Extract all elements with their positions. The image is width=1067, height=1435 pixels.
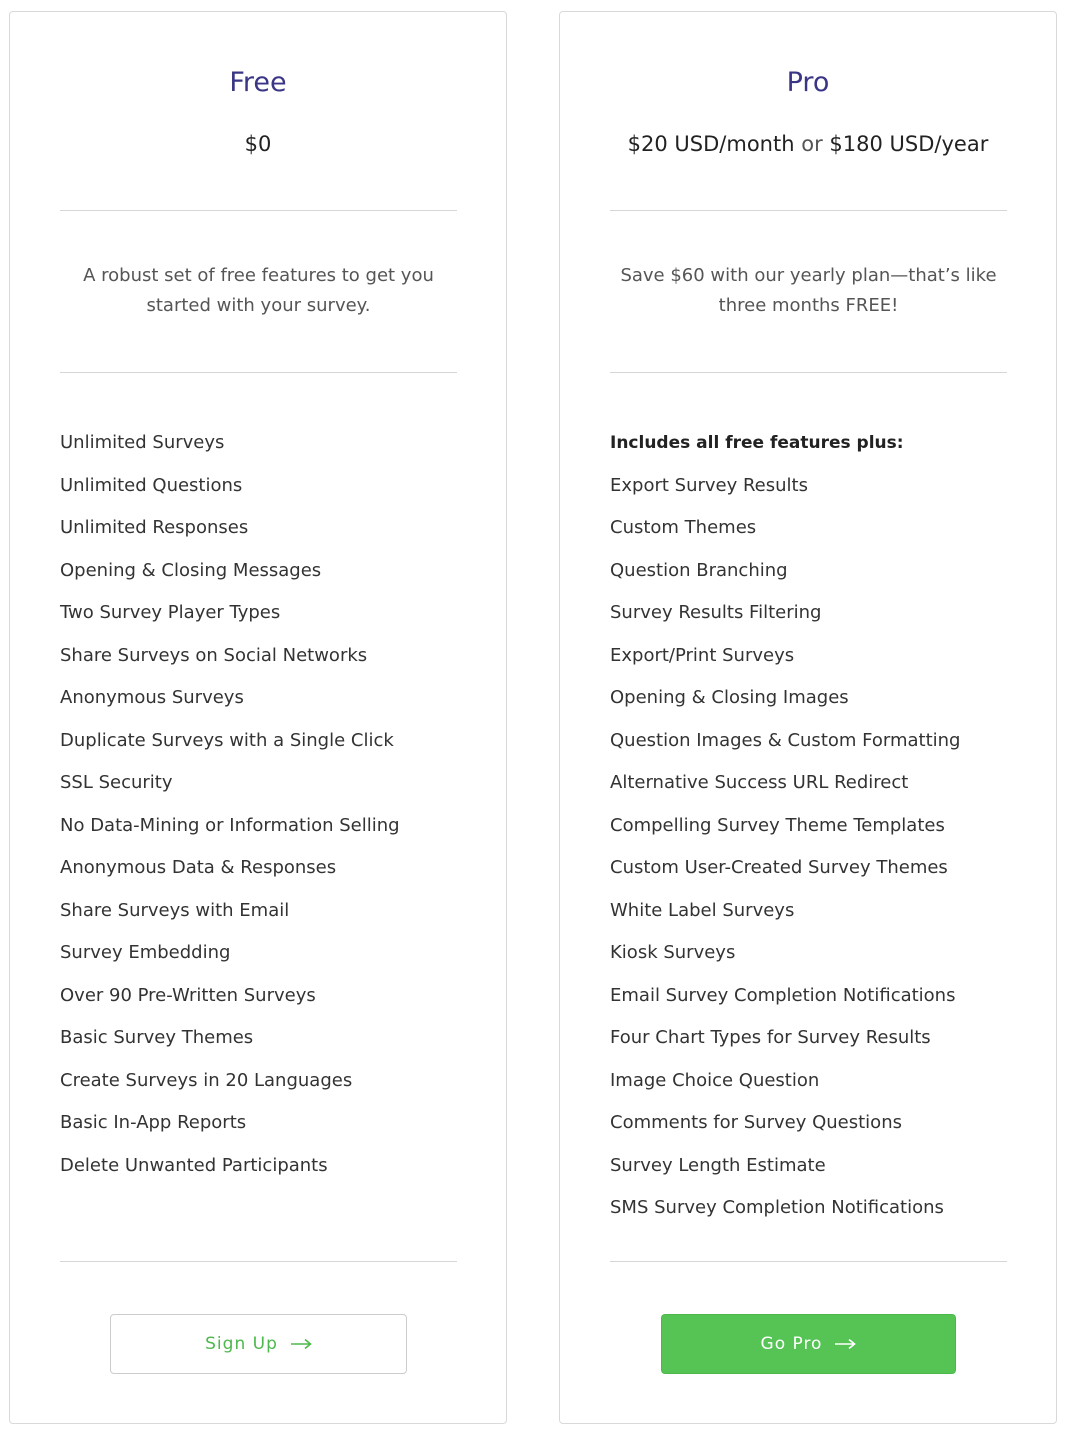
feature-item: Two Survey Player Types bbox=[60, 602, 281, 623]
feature-item: Delete Unwanted Participants bbox=[60, 1154, 328, 1176]
feature-item: Custom Themes bbox=[610, 517, 757, 538]
divider bbox=[610, 1261, 1007, 1262]
feature-item: Four Chart Types for Survey Results bbox=[610, 1027, 931, 1048]
price-yearly: $180 USD/year bbox=[829, 132, 989, 156]
arrow-right-icon bbox=[290, 1338, 312, 1350]
feature-item: Duplicate Surveys with a Single Click bbox=[60, 729, 394, 751]
plan-price: $0 bbox=[244, 132, 272, 156]
plan-price bbox=[560, 129, 1056, 159]
feature-item: Email Survey Completion Notifications bbox=[610, 984, 956, 1006]
pricing-card-pro bbox=[559, 11, 1057, 1424]
sign-up-button[interactable] bbox=[110, 1314, 407, 1374]
divider bbox=[610, 372, 1007, 373]
feature-item: Survey Results Filtering bbox=[610, 602, 822, 623]
feature-item: Question Branching bbox=[610, 559, 788, 581]
feature-item: Image Choice Question bbox=[610, 1069, 820, 1091]
feature-item: Compelling Survey Theme Templates bbox=[610, 814, 945, 836]
feature-item: White Label Surveys bbox=[610, 899, 795, 921]
feature-item: Unlimited Questions bbox=[60, 474, 243, 496]
feature-item: SMS Survey Completion Notifications bbox=[610, 1197, 944, 1218]
features-heading: Includes all free features plus: bbox=[610, 433, 904, 453]
feature-item: Opening & Closing Images bbox=[610, 687, 849, 708]
feature-item: Comments for Survey Questions bbox=[610, 1112, 902, 1133]
feature-item: Unlimited Surveys bbox=[60, 432, 225, 453]
feature-list bbox=[60, 422, 480, 1187]
feature-item: Kiosk Surveys bbox=[610, 942, 736, 963]
plan-description: Save $60 with our yearly plan—that’s like three months FREE! bbox=[620, 265, 997, 316]
plan-name: Pro bbox=[786, 67, 830, 98]
price-monthly: $20 USD/month bbox=[627, 132, 795, 156]
feature-item: Create Surveys in 20 Languages bbox=[60, 1069, 353, 1091]
feature-item: Survey Length Estimate bbox=[610, 1154, 826, 1176]
feature-item: Over 90 Pre-Written Surveys bbox=[60, 984, 316, 1006]
feature-item: Unlimited Responses bbox=[60, 517, 249, 538]
feature-item: Export Survey Results bbox=[610, 474, 808, 496]
feature-item: Alternative Success URL Redirect bbox=[610, 772, 909, 793]
plan-name: Free bbox=[229, 67, 287, 98]
feature-list bbox=[610, 422, 1030, 1230]
feature-item: Custom User-Created Survey Themes bbox=[610, 857, 948, 878]
divider bbox=[60, 372, 457, 373]
feature-item: Survey Embedding bbox=[60, 942, 231, 963]
feature-item: Opening & Closing Messages bbox=[60, 559, 322, 581]
divider bbox=[60, 210, 457, 211]
arrow-right-icon bbox=[834, 1338, 856, 1350]
divider bbox=[60, 1261, 457, 1262]
feature-item: Anonymous Surveys bbox=[60, 687, 244, 708]
feature-item: Basic Survey Themes bbox=[60, 1027, 254, 1048]
sign-up-button-label: Sign Up bbox=[205, 1334, 278, 1354]
feature-item: SSL Security bbox=[60, 772, 173, 793]
divider bbox=[610, 210, 1007, 211]
price-separator: or bbox=[801, 132, 823, 156]
go-pro-button-label: Go Pro bbox=[760, 1334, 823, 1354]
pricing-card-free bbox=[9, 11, 507, 1424]
plan-description: A robust set of free features to get you started with your survey. bbox=[83, 265, 434, 316]
go-pro-button[interactable] bbox=[661, 1314, 956, 1374]
feature-item: Share Surveys with Email bbox=[60, 899, 290, 921]
feature-item: Share Surveys on Social Networks bbox=[60, 644, 368, 666]
feature-item: Anonymous Data & Responses bbox=[60, 857, 337, 878]
feature-item: Export/Print Surveys bbox=[610, 644, 795, 666]
feature-item: Question Images & Custom Formatting bbox=[610, 729, 961, 751]
feature-item: Basic In-App Reports bbox=[60, 1112, 247, 1133]
feature-item: No Data-Mining or Information Selling bbox=[60, 814, 400, 836]
